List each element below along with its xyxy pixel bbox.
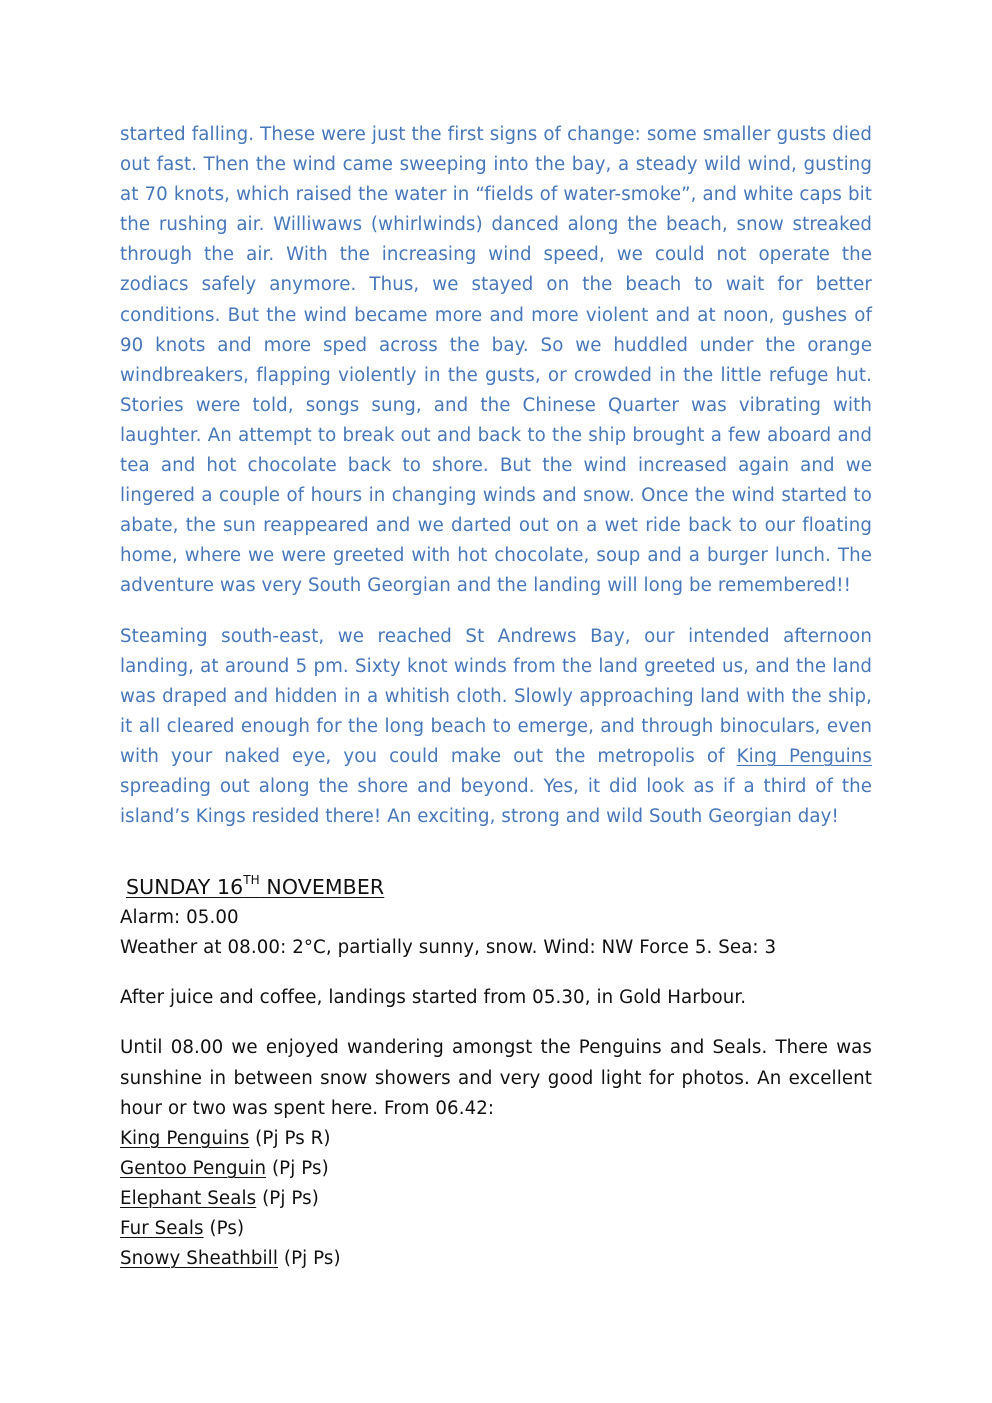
wandering-paragraph: Until 08.00 we enjoyed wandering amongst the Penguins and Seals. There was sunshine in between snow showers and very good light for photos. An excellent hour or two was spent here. From 06.42:	[120, 1037, 872, 1119]
landing-paragraph: After juice and coffee, landings started from 05.30, in Gold Harbour.	[120, 987, 747, 1009]
king-penguins-link: King Penguins	[736, 745, 873, 767]
list-item	[120, 1154, 872, 1184]
list-item	[120, 1214, 872, 1244]
list-item	[120, 1124, 872, 1154]
weather-line: Weather at 08.00: 2°C, partially sunny, snow. Wind: NW Force 5. Sea: 3	[120, 937, 777, 959]
paragraph-2-text-before: Steaming south-east, we reached St Andrews Bay, our intended afternoon landing, at around 5 pm. Sixty knot winds from the land greeted us, and the land was draped and hidden in a whitish cloth. Slowly approaching land with the ship, it all cleared enough for the long beach to emerge, and through binoculars, even with your naked eye, you could make out the metropolis of	[120, 625, 872, 767]
narrative-paragraph-2	[120, 622, 872, 833]
species-name: Fur Seals	[120, 1218, 204, 1239]
day-heading-suffix: NOVEMBER	[259, 875, 385, 900]
alarm-line: Alarm: 05.00	[120, 907, 239, 929]
list-item	[120, 1184, 872, 1214]
species-name: Snowy Sheathbill	[120, 1248, 278, 1270]
species-note: (Pj Ps)	[278, 1248, 341, 1270]
species-note: (Pj Ps)	[256, 1187, 319, 1209]
species-name: Elephant Seals	[120, 1187, 257, 1209]
narrative-paragraph-1: started falling. These were just the first signs of change: some smaller gusts died out fast. Then the wind came sweeping into the bay, a steady wild wind, gusting at 70 knots, which raised the water in “fields of water-smoke”, and white caps bit the rushing air. Williwaws (whirlwinds) danced along the beach, snow streaked through the air. With the increasing wind speed, we could not operate the zodiacs safely anymore. Thus, we stayed on the beach to wait for better conditions. But the wind became more and more violent and at noon, gushes of 90 knots and more sped across the bay. So we huddled under the orange windbreakers, flapping violently in the gusts, or crowded in the little refuge hut. Stories were told, songs sung, and the Chinese Quarter was vibrating with laughter. An attempt to break out and back to the ship brought a few aboard and tea and hot chocolate back to shore. But the wind increased again and we lingered a couple of hours in changing winds and snow. Once the wind started to abate, the sun reappeared and we darted out on a wet ride back to our floating home, where we were greeted with hot chocolate, soup and a burger lunch. The adventure was very South Georgian and the landing will long be remembered!!	[120, 124, 872, 597]
day-heading-prefix: SUNDAY 16	[126, 875, 244, 900]
page-content	[120, 120, 872, 1274]
species-note: (Ps)	[203, 1218, 245, 1239]
species-note: (Pj Ps R)	[249, 1127, 331, 1149]
paragraph-2-text-after: spreading out along the shore and beyond. Yes, it did look as if a third of the island’s Kings resided there! An exciting, strong and wild South Georgian day!	[120, 775, 872, 828]
species-note: (Pj Ps)	[266, 1157, 329, 1179]
species-name: King Penguins	[120, 1127, 250, 1149]
day-heading	[126, 871, 872, 903]
species-name: Gentoo Penguin	[120, 1157, 267, 1179]
species-list	[120, 1124, 872, 1274]
list-item	[120, 1244, 872, 1274]
day-heading-ordinal: TH	[243, 873, 260, 888]
